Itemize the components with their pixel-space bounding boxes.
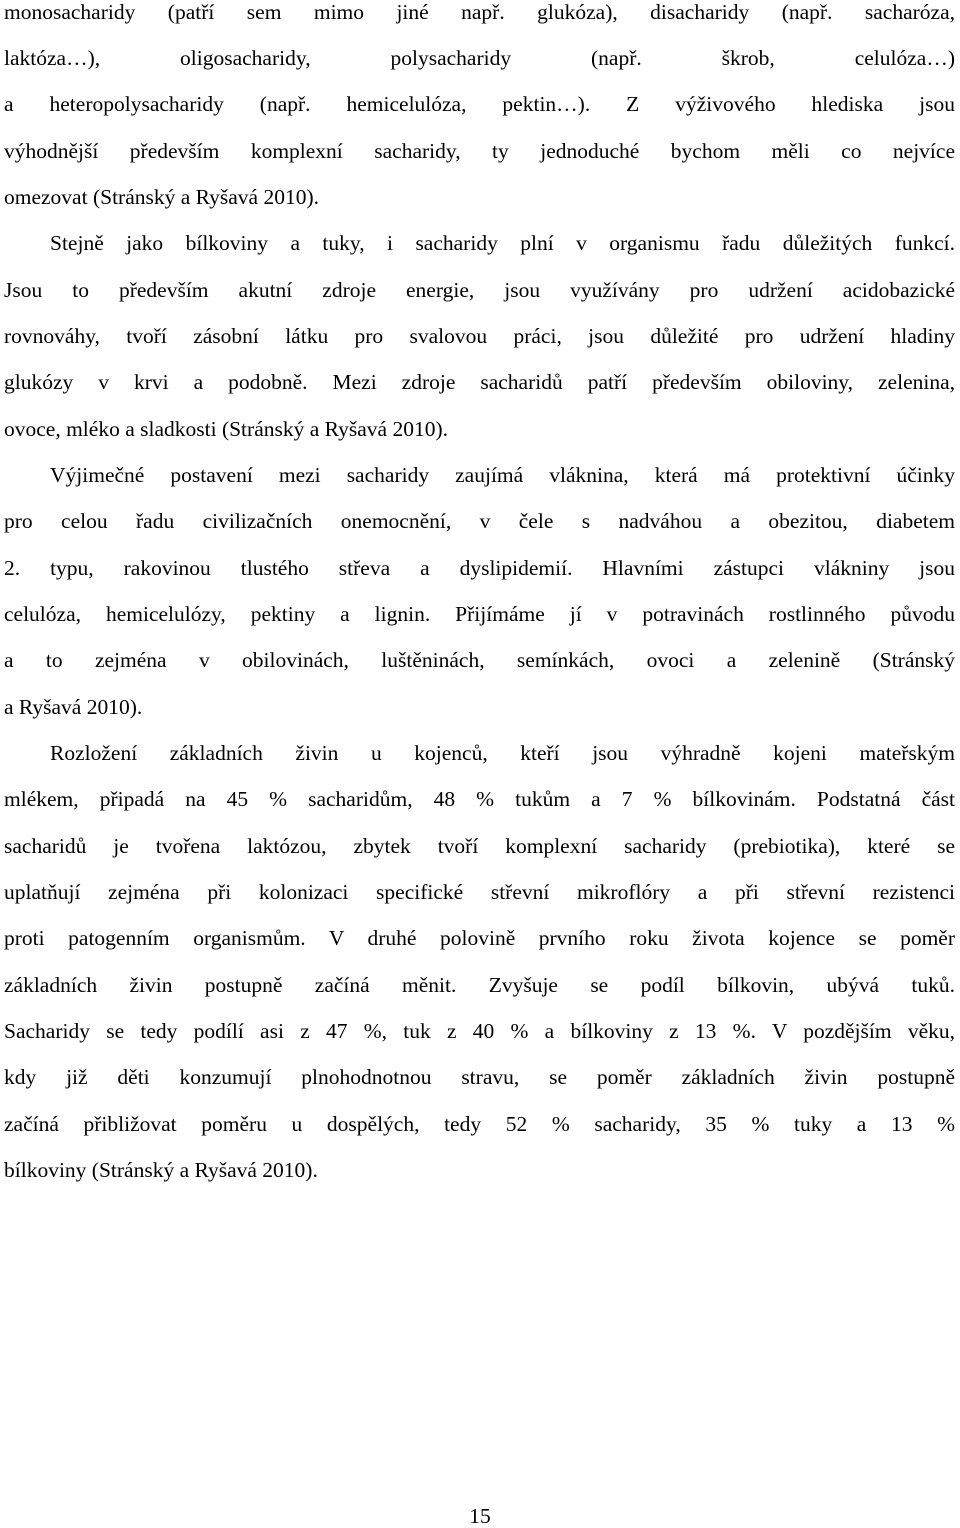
text-line: základních živin postupně začíná měnit. Zvyšuje se podíl bílkovin, ubývá tuků. [4,973,955,997]
text-line: Stejně jako bílkoviny a tuky, i sacharidy plní v organismu řadu důležitých funkcí. [50,231,955,255]
page-number: 15 [469,1504,491,1528]
text-line: výhodnější především komplexní sacharidy, ty jednoduché bychom měli co nejvíce [4,139,955,163]
text-line: pro celou řadu civilizačních onemocnění, v čele s nadváhou a obezitou, diabetem [4,509,955,533]
text-line: glukózy v krvi a podobně. Mezi zdroje sacharidů patří především obiloviny, zelenina, [4,370,955,394]
text-line: začíná přibližovat poměru u dospělých, tedy 52 % sacharidy, 35 % tuky a 13 % [4,1112,955,1136]
text-line: laktóza…), oligosacharidy, polysacharidy (např. škrob, celulóza…) [4,46,955,70]
text-line: Výjimečné postavení mezi sacharidy zaujímá vláknina, která má protektivní účinky [50,463,955,487]
text-line: 2. typu, rakovinou tlustého střeva a dyslipidemií. Hlavními zástupci vlákniny jsou [4,556,955,580]
text-line: mlékem, připadá na 45 % sacharidům, 48 % tukům a 7 % bílkovinám. Podstatná část [4,787,955,811]
text-line: celulóza, hemicelulózy, pektiny a lignin. Přijímáme jí v potravinách rostlinného původu [4,602,955,626]
text-line: Sacharidy se tedy podílí asi z 47 %, tuk z 40 % a bílkoviny z 13 %. V pozdějším věku, [4,1019,955,1043]
text-line: a to zejména v obilovinách, luštěninách, semínkách, ovoci a zelenině (Stránský [4,648,955,672]
text-line: sacharidů je tvořena laktózou, zbytek tvoří komplexní sacharidy (prebiotika), které se [4,834,955,858]
text-line: Rozložení základních živin u kojenců, kteří jsou výhradně kojeni mateřským [50,741,955,765]
text-line: Jsou to především akutní zdroje energie, jsou využívány pro udržení acidobazické [4,278,955,302]
text-line: a heteropolysacharidy (např. hemicelulóza, pektin…). Z výživového hlediska jsou [4,92,955,116]
text-line: ovoce, mléko a sladkosti (Stránský a Ryšavá 2010). [4,417,448,441]
text-line: uplatňují zejména při kolonizaci specifické střevní mikroflóry a při střevní rezistenci [4,880,955,904]
text-line: proti patogenním organismům. V druhé polovině prvního roku života kojence se poměr [4,926,955,950]
text-line: monosacharidy (patří sem mimo jiné např. glukóza), disacharidy (např. sacharóza, [4,0,955,24]
text-line: a Ryšavá 2010). [4,695,143,719]
text-line: rovnováhy, tvoří zásobní látku pro svalovou práci, jsou důležité pro udržení hladiny [4,324,955,348]
text-line: kdy již děti konzumují plnohodnotnou stravu, se poměr základních živin postupně [4,1065,955,1089]
text-line: omezovat (Stránský a Ryšavá 2010). [4,185,319,209]
text-line: bílkoviny (Stránský a Ryšavá 2010). [4,1158,318,1182]
